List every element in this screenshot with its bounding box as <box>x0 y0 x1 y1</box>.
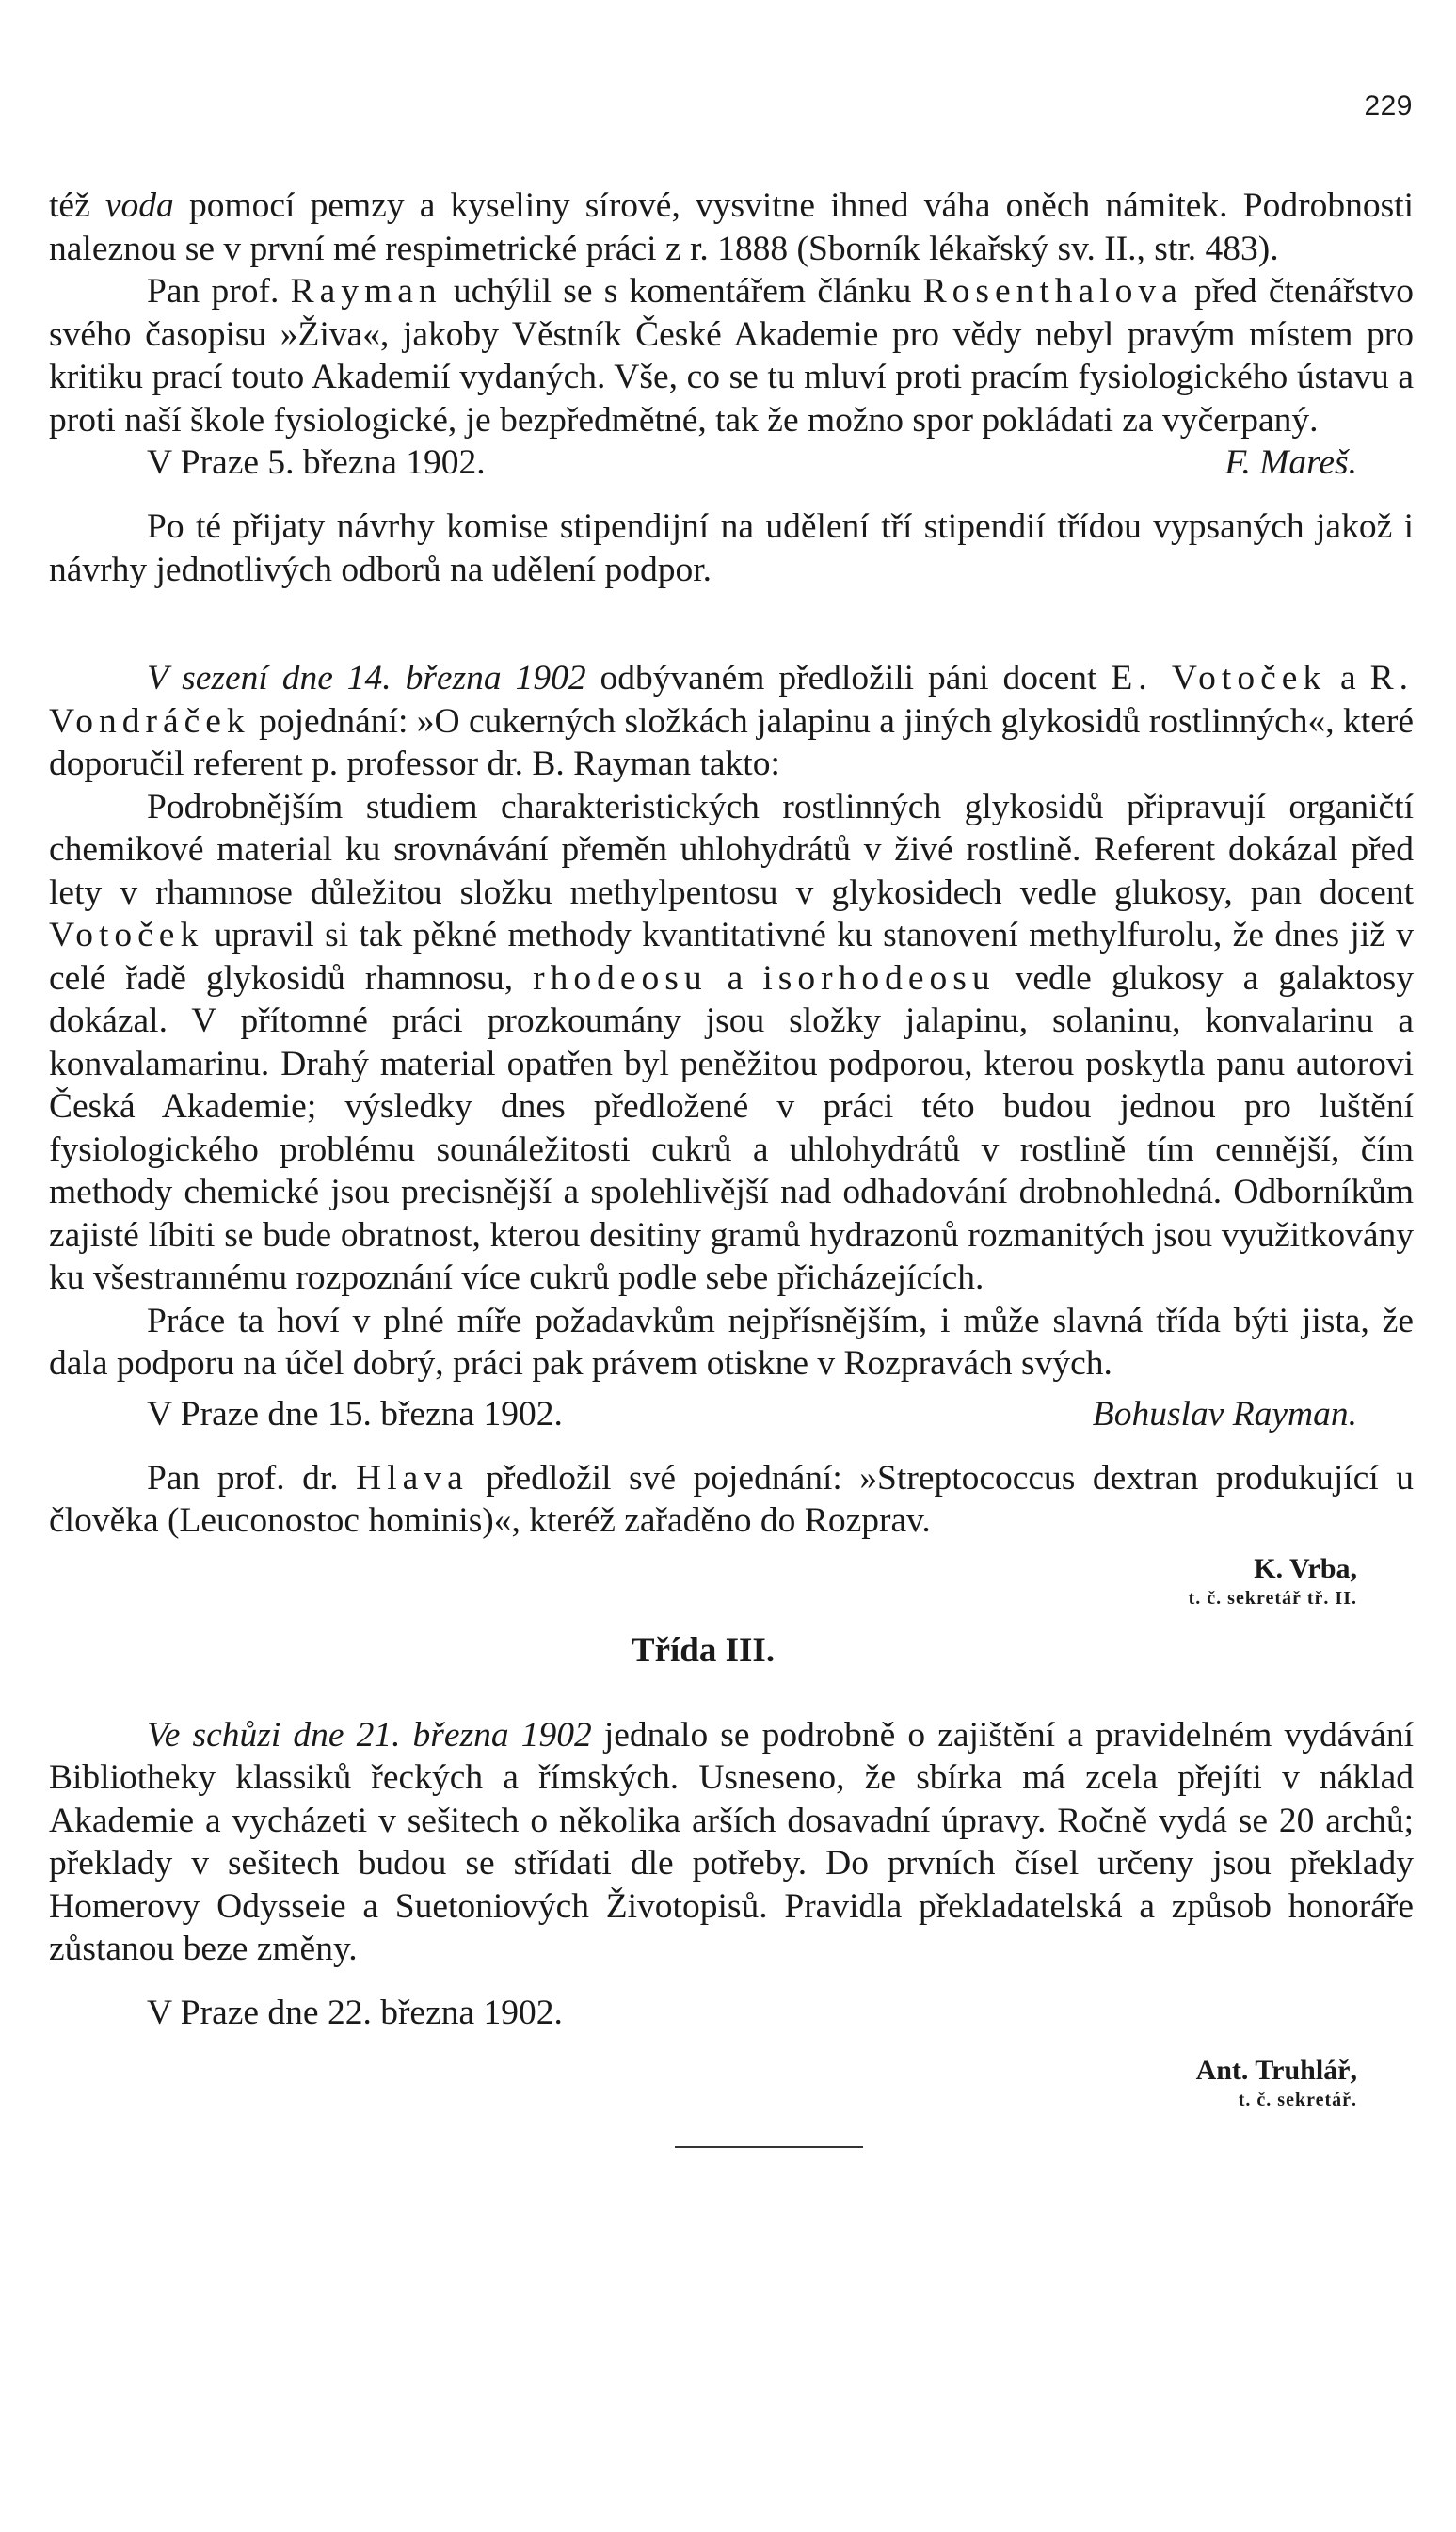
paragraph-doporuceni: Práce ta hoví v plné míře požadavkům nejpřísnějším, i může slavná třída býti jista, že dala podporu na účel dobrý, práci pak právem otiskne v Rozpravách svých. <box>49 1301 1414 1383</box>
dateline-rayman <box>147 1393 1414 1436</box>
paragraph-schuze-21: Ve schůzi dne 21. března 1902 jednalo se podrobně o zajištění a pravidelném vydávání Bibliotheky klassiků řeckých a římských. Usneseno, že sbírka má zcela přejíti v náklad Akademie a vycházeti v sešitech o několika arších dosavadní úpravy. Ročně vydá se 20 archů; překlady v sešitech budou se střídati dle potřeby. Do prvních čísel určeny jsou překlady Homerovy Odysseie a Suetoniových Životopisů. Pravidla překladatelská a způsob honoráře zůstanou beze změny. <box>49 1715 1414 1968</box>
dateline-truhlar <box>147 1992 1414 2035</box>
session-date: V sezení dne 14. března 1902 <box>147 659 586 697</box>
paragraph-sezeni-14: V sezení dne 14. března 1902 odbývaném předložili páni docent E. Votoček a R. Vondráček pojednání: »O cukerných složkách jalapinu a jiných glykosidů rostlinných«, které doporučil referent p. professor dr. B. Rayman takto: <box>49 659 1414 783</box>
term-rhodeosu: rhodeosu <box>533 958 708 998</box>
signature-vrba-title: t. č. sekretář tř. II. <box>1188 1587 1357 1609</box>
section-heading: Třída III. <box>631 1630 776 1670</box>
date-place: V Praze 5. března 1902. <box>147 443 486 482</box>
name-rayman: Rayman <box>290 272 442 311</box>
paragraph-voda: též voda pomocí pemzy a kyseliny sírové, vysvitne ihned váha oněch námitek. Podrobnosti naleznou se v první mé respimetrické práci z r. 1888 (Sborník lékařský sv. II., str. 483). <box>49 186 1414 268</box>
paragraph-hlava: Pan prof. dr. Hlava předložil své pojednání: »Streptococcus dextran produkující u člověka (Leuconostoc hominis)«, kteréž zařaděno do Rozprav. <box>49 1458 1415 1540</box>
paragraph-rayman-komentar: Pan prof. Rayman uchýlil se s komentářem článku Rosenthalova před čtenářstvo svého časopisu »Živa«, jakoby Věstník České Akademie pro vědy nebyl pravým místem pro kritiku prací touto Akademií vydaných. Vše, co se tu mluví proti pracím fysiologického ústavu a proti naší škole fysiologické, je bezpředmětné, tak že možno spor pokládati za vyčerpaný. <box>49 272 1414 440</box>
emphasis-voda: voda <box>104 186 174 225</box>
signature-truhlar-title: t. č. sekretář. <box>1238 2089 1357 2110</box>
signature-rayman: Bohuslav Rayman. <box>1092 1394 1357 1434</box>
paragraph-stipendia: Po té přijaty návrhy komise stipendijní na udělení tří stipendií třídou vypsaných jakož i návrhy jednotlivých odborů na udělení podpor. <box>49 507 1414 589</box>
page-number: 229 <box>1364 90 1413 121</box>
dateline-mares <box>147 441 1414 485</box>
name-rosenthal: Rosenthalova <box>922 272 1183 311</box>
name-vondracek: R. Vondráček <box>49 659 1414 741</box>
term-isorhodeosu: isorhodeosu <box>762 958 996 998</box>
name-votocek-2: Votoček <box>49 916 204 954</box>
name-votocek: E. Votoček <box>1111 659 1327 697</box>
signature-mares: F. Mareš. <box>1224 443 1357 482</box>
date-place: V Praze dne 15. března 1902. <box>147 1394 563 1434</box>
name-hlava: Hlava <box>356 1458 469 1498</box>
session-date-2: Ve schůzi dne 21. března 1902 <box>147 1715 592 1755</box>
signature-vrba: K. Vrba, <box>1254 1552 1357 1584</box>
paragraph-referat: Podrobnějším studiem charakteristických rostlinných glykosidů připravují organičtí chemikové material ku srovnávání přeměn uhlohydrátů v živé rostlině. Referent dokázal před lety v rhamnose důležitou složku methylpentosu v glykosidech vedle glukosy, pan docent Votoček upravil si tak pěkné methody kvantitativné ku stanovení methylfurolu, že dnes již v celé řadě glykosidů rhamnosu, rhodeosu a isorhodeosu vedle glukosy a galaktosy dokázal. V přítomné práci prozkoumány jsou složky jalapinu, solaninu, konvalarinu a konvalamarinu. Drahý material opatřen byl peněžitou podporou, kterou poskytla panu autorovi Česká Akademie; výsledky dnes předložené v práci této budou jednou pro luštění fysiologického problému sounáležitosti cukrů a uhlohydrátů v rostlině tím cennější, čím methody chemické jsou precisnější a spolehlivější nad odhadování drobnohledná. Odborníkům zajisté líbiti se bude obratnost, kterou desitiny gramů hydrazonů rozmanitých jsou využitkovány ku všestrannému rozpoznání více cukrů podle sebe přicházejících. <box>49 787 1414 1297</box>
date-place: V Praze dne 22. března 1902. <box>147 1993 563 2032</box>
closing-rule <box>675 2146 863 2148</box>
signature-truhlar: Ant. Truhlář, <box>1195 2054 1357 2086</box>
page-body <box>49 75 1414 2148</box>
